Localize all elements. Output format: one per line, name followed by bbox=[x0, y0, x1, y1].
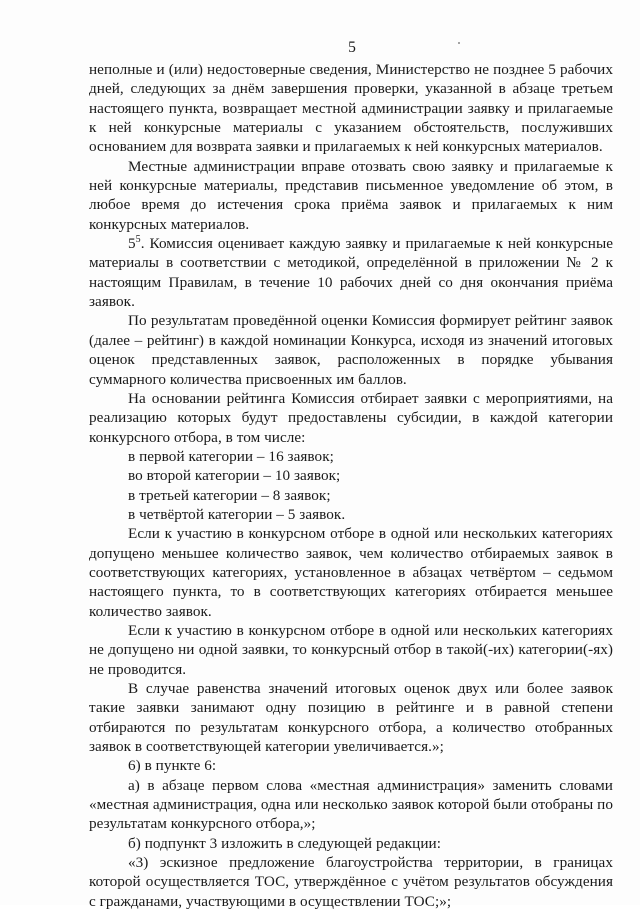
clause-text: . Комиссия оценивает каждую заявку и прилагаемые к ней конкурсные материалы в соответствии с методикой, определённой в приложении № 2 к настоящим Правилам, в течение 10 рабочих дней со дня окончания приёма заявок. bbox=[89, 235, 613, 311]
scan-speck bbox=[458, 42, 460, 44]
paragraph-no-applications: Если к участию в конкурсном отборе в одной или нескольких категориях не допущено ни одной заявки, то конкурсный отбор в такой(-их) категории(-ях) не проводится. bbox=[89, 621, 613, 678]
clause-superscript: 5 bbox=[135, 234, 141, 246]
paragraph-subpoint-b: б) подпункт 3 изложить в следующей редакции: bbox=[128, 834, 441, 852]
paragraph-point-6: 6) в пункте 6: bbox=[128, 757, 217, 775]
category-item-3: в третьей категории – 8 заявок; bbox=[128, 486, 331, 504]
paragraph-subpoint-3: «3) эскизное предложение благоустройства территории, в границах которой осуществляется ТОС, утверждённое с учётом результатов обсуждения с гражданами, участвующими в осуществлении ТОС;»; bbox=[89, 854, 613, 910]
paragraph-equal-scores: В случае равенства значений итоговых оценок двух или более заявок такие заявки занимают одну позицию в рейтинге и в равной степени отбираются по результатам конкурсного отбора, а количество отобранных заявок в соответствующей категории увеличивается.»; bbox=[89, 680, 613, 756]
paragraph-rating: По результатам проведённой оценки Комиссия формирует рейтинг заявок (далее – рейтинг) в каждой номинации Конкурса, исходя из значений итоговых оценок представленных заявок, расположенных в порядке убывания суммарного количества присвоенных им баллов. bbox=[89, 312, 613, 388]
category-item-2: во второй категории – 10 заявок; bbox=[128, 467, 341, 485]
paragraph-commission-evaluation bbox=[89, 234, 613, 311]
paragraph-returned-application: неполные и (или) недостоверные сведения, Министерство не позднее 5 рабочих дней, следующих за днём завершения проверки, указанной в абзаце третьем настоящего пункта, возвращает местной администрации заявку и прилагаемые к ней конкурсные материалы с указанием обстоятельств, послуживших основанием для возврата заявки и прилагаемых к ней конкурсных материалов. bbox=[89, 61, 613, 156]
clause-number: 5 bbox=[128, 235, 136, 253]
paragraph-subpoint-a: а) в абзаце первом слова «местная администрация» заменить словами «местная администрация, одна или несколько заявок которой были отобраны по результатам конкурсного отбора,»; bbox=[89, 776, 613, 833]
paragraph-selection: На основании рейтинга Комиссия отбирает заявки с мероприятиями, на реализацию которых будут предоставлены субсидии, в каждой категории конкурсного отбора, в том числе: bbox=[89, 389, 613, 446]
paragraph-withdraw-application: Местные администрации вправе отозвать свою заявку и прилагаемые к ней конкурсные материалы, представив письменное уведомление об этом, в любое время до истечения срока приёма заявок и прилагаемых к ним конкурсных материалов. bbox=[89, 157, 613, 233]
paragraph-fewer-applications: Если к участию в конкурсном отборе в одной или нескольких категориях допущено меньшее количество заявок, чем количество отбираемых заявок в соответствующих категориях, установленное в абзацах четвёртом – седьмом настоящего пункта, то в соответствующих категориях отбирается меньшее количество заявок. bbox=[89, 525, 613, 620]
page-number: 5 bbox=[348, 39, 356, 56]
category-item-1: в первой категории – 16 заявок; bbox=[128, 447, 334, 465]
category-item-4: в четвёртой категории – 5 заявок. bbox=[128, 505, 346, 523]
document-body bbox=[89, 60, 613, 911]
